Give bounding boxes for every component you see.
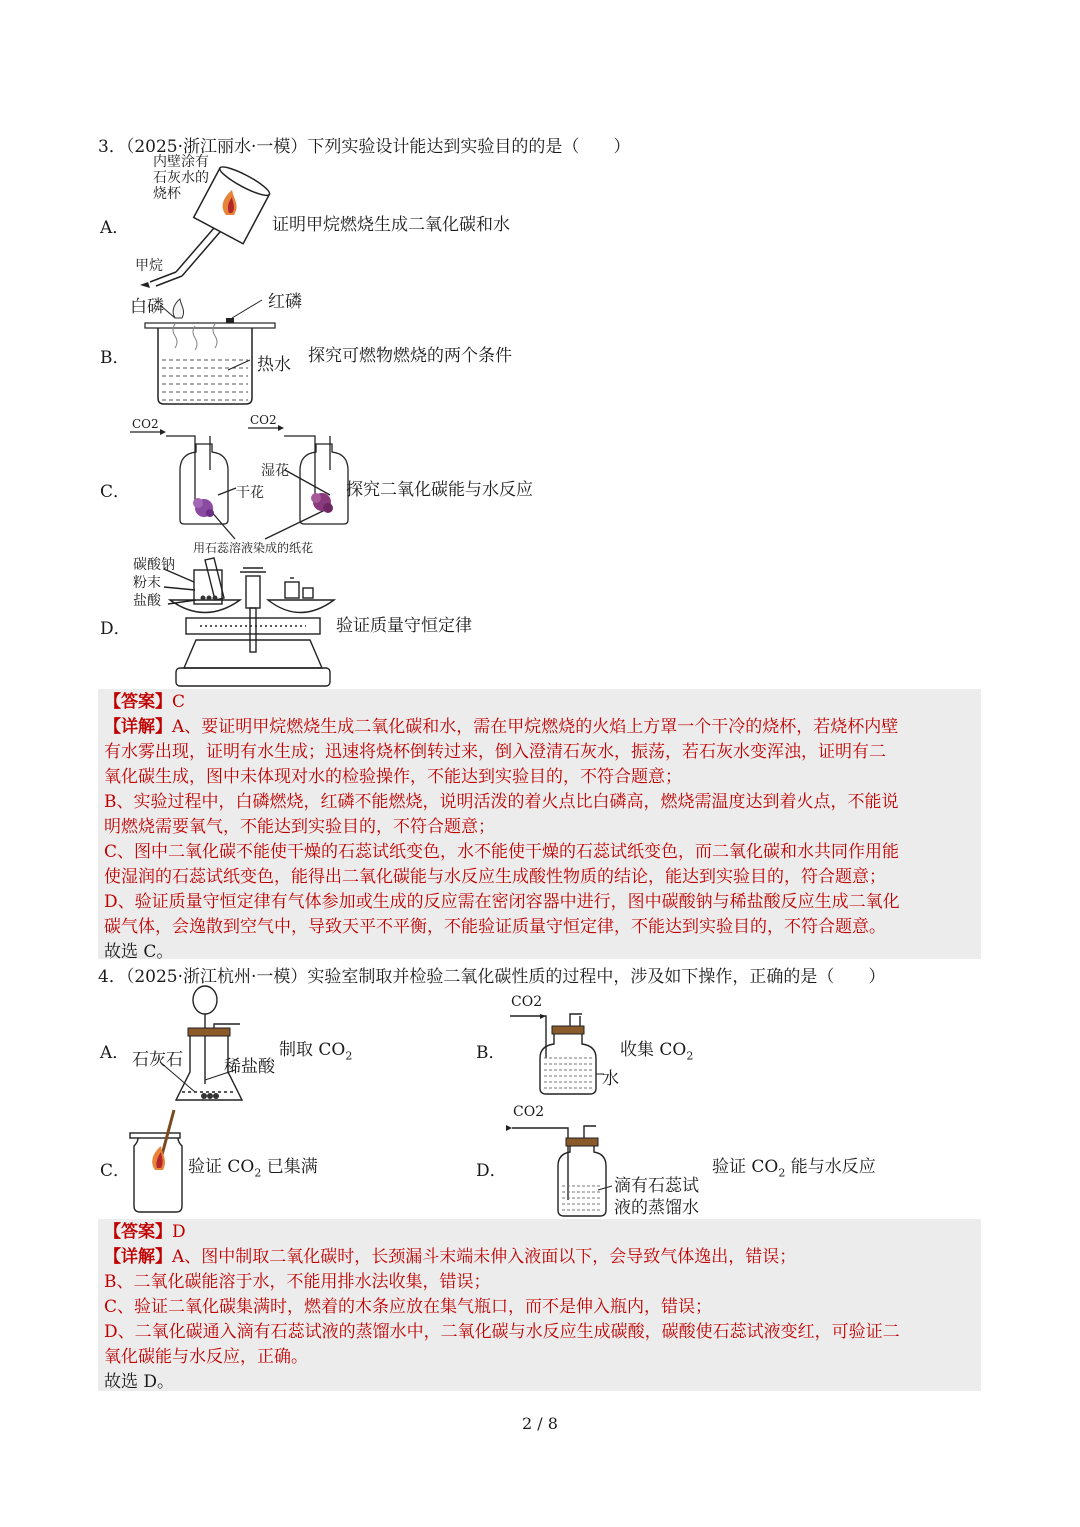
q4-detail-line-4: 氧化碳能与水反应，正确。 [104, 1347, 308, 1367]
q4-option-c-letter: C． [100, 1161, 131, 1181]
q3-detail-line-6: 使湿润的石蕊试纸变色，能得出二氧化碳能与水反应生成酸性物质的结论，能达到实验目的，符合题意； [104, 867, 886, 887]
q3-option-b-caption: 探究可燃物燃烧的两个条件 [308, 346, 512, 366]
q4-answer-line: 【答案】D [104, 1222, 186, 1242]
q3-c-co2-right-label: CO2 [250, 413, 277, 427]
q4-d-co2-label: CO2 [513, 1104, 545, 1120]
q3-option-a-letter: A． [100, 218, 130, 238]
q4-d-litmus-water-label: 滴有石蕊试 液的蒸馏水 [614, 1176, 699, 1218]
q4-stem: 4．（2025·浙江杭州·一模）实验室制取并检验二氧化碳性质的过程中，涉及如下操作，正确的是（ ） [98, 967, 886, 987]
q3-option-c-letter: C． [100, 482, 131, 502]
q3-option-a-caption: 证明甲烷燃烧生成二氧化碳和水 [272, 215, 510, 235]
q4-detail-line-1: B、二氧化碳能溶于水，不能用排水法收集，错误； [104, 1272, 491, 1292]
q4-answer-box [98, 1219, 981, 1391]
q4-option-b-letter: B． [476, 1043, 506, 1063]
q4-option-c-caption: 验证 $CO_2$ 已集满 [188, 1157, 318, 1180]
q3-detail-line-8: 碳气体，会逸散到空气中，导致天平不平衡，不能验证质量守恒定律，不能达到实验目的，不符合题意。 [104, 917, 886, 937]
q4-detail-line-0: 【详解】A、图中制取二氧化碳时，长颈漏斗末端未伸入液面以下，会导致气体逸出，错误； [104, 1247, 797, 1267]
q3-detail-line-0: 【详解】A、要证明甲烷燃烧生成二氧化碳和水，需在甲烷燃烧的火焰上方罩一个干冷的烧杯，若烧杯内壁 [104, 717, 899, 737]
q3-stem: 3．（2025·浙江丽水·一模）下列实验设计能达到实验目的的是（ ） [98, 137, 631, 157]
q4-a-limestone-label: 石灰石 [132, 1050, 183, 1070]
q3-a-methane-label: 甲烷 [135, 258, 163, 274]
q4-b-co2-label: CO2 [511, 994, 543, 1010]
q3-detail-line-5: C、图中二氧化碳不能使干燥的石蕊试纸变色，水不能使干燥的石蕊试纸变色，而二氧化碳和水共同作用能 [104, 842, 900, 862]
q3-c-litmus-paper-label: 用石蕊溶液染成的纸花 [193, 541, 314, 555]
q4-option-d-caption: 验证 $CO_2$ 能与水反应 [712, 1157, 876, 1180]
q3-option-c-caption: 探究二氧化碳能与水反应 [346, 480, 533, 500]
q3-option-d-letter: D． [100, 619, 131, 639]
q3-c-co2-left-label: CO2 [132, 417, 159, 431]
q3-option-b-letter: B． [100, 348, 130, 368]
q3-detail-line-7: D、验证质量守恒定律有气体参加或生成的反应需在密闭容器中进行，图中碳酸钠与稀盐酸反应生成二氧化 [104, 892, 900, 912]
q4-detail-line-3: D、二氧化碳通入滴有石蕊试液的蒸馏水中，二氧化碳与水反应生成碳酸，碳酸使石蕊试液变红，可验证二 [104, 1322, 900, 1342]
page-number: 2 / 8 [522, 1414, 558, 1433]
q3-a-beaker-label: 内壁涂有 石灰水的 烧杯 [153, 154, 209, 202]
q3-answer-line: 【答案】C [104, 692, 186, 712]
q3-c-wet-flower-label: 湿花 [261, 463, 289, 479]
q3-b-white-phosphorus-label: 白磷 [130, 297, 164, 317]
q3-c-dry-flower-label: 干花 [236, 485, 264, 501]
q4-option-a-caption: 制取 $CO_2$ [279, 1040, 353, 1063]
q3-detail-line-3: B、实验过程中，白磷燃烧，红磷不能燃烧，说明活泼的着火点比白磷高，燃烧需温度达到着火点，不能说 [104, 792, 899, 812]
q3-conclusion: 故选 C。 [104, 942, 174, 962]
q4-detail-line-2: C、验证二氧化碳集满时，燃着的木条应放在集气瓶口，而不是伸入瓶内，错误； [104, 1297, 713, 1317]
q3-d-reagent-labels: 碳酸钠 粉末 盐酸 [133, 557, 175, 609]
q4-conclusion: 故选 D。 [104, 1372, 175, 1392]
q3-detail-line-4: 明燃烧需要氧气，不能达到实验目的，不符合题意； [104, 817, 495, 837]
q3-detail-line-2: 氧化碳生成，图中未体现对水的检验操作，不能达到实验目的，不符合题意； [104, 767, 682, 787]
q4-b-water-label: 水 [602, 1069, 619, 1089]
q4-option-a-letter: A． [100, 1043, 130, 1063]
q3-b-red-phosphorus-label: 红磷 [268, 292, 302, 312]
q3-b-hot-water-label: 热水 [257, 355, 291, 375]
q4-option-b-caption: 收集 $CO_2$ [620, 1040, 694, 1063]
q3-detail-line-1: 有水雾出现，证明有水生成；迅速将烧杯倒转过来，倒入澄清石灰水，振荡，若石灰水变浑浊，证明有二 [104, 742, 886, 762]
q3-option-d-caption: 验证质量守恒定律 [336, 616, 472, 636]
q4-a-acid-label: 稀盐酸 [224, 1057, 275, 1077]
q4-option-d-letter: D． [476, 1161, 507, 1181]
